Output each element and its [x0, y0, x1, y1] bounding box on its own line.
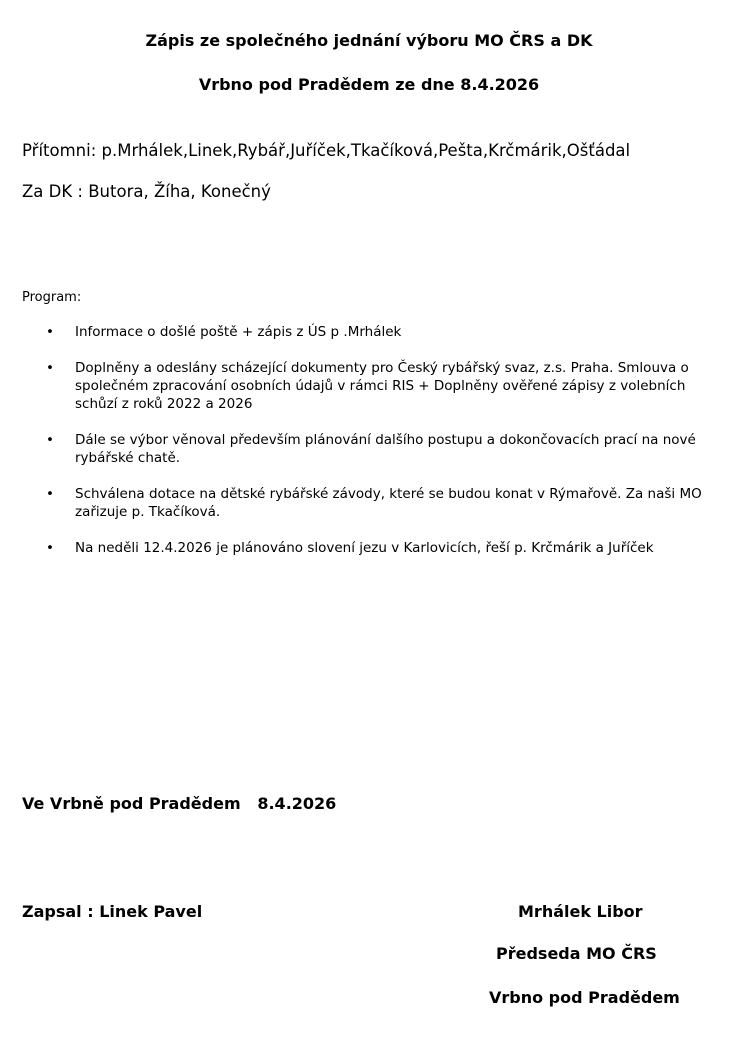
bullet-icon: •	[46, 486, 54, 502]
program-item-text: Dále se výbor věnoval především plánování dalšího postupu a dokončovacích prací na nové rybářské chatě.	[75, 432, 696, 466]
program-label: Program:	[22, 290, 82, 305]
program-item-text: Na neděli 12.4.2026 je plánováno slovení jezu v Karlovicích, řeší p. Krčmárik a Juříček	[75, 540, 654, 556]
attendees-present: Přítomni: p.Mrhálek,Linek,Rybář,Juříček,Tkačíková,Pešta,Krčmárik,Ošťádal	[22, 141, 631, 160]
signature-role: Předseda MO ČRS	[496, 944, 657, 963]
place-and-date: Ve Vrbně pod Pradědem 8.4.2026	[22, 794, 337, 813]
bullet-icon: •	[46, 360, 54, 376]
program-item	[0, 323, 738, 341]
program-item-text: Schválena dotace na dětské rybářské závody, které se budou konat v Rýmařově. Za naši MO zařizuje p. Tkačíková.	[75, 486, 702, 520]
attendees-dk: Za DK : Butora, Žíha, Konečný	[22, 182, 271, 201]
program-item	[0, 539, 738, 557]
bullet-icon: •	[46, 324, 54, 340]
program-item	[0, 485, 738, 521]
recorded-by: Zapsal : Linek Pavel	[22, 902, 203, 921]
signature-name: Mrhálek Libor	[518, 902, 643, 921]
document-title: Zápis ze společného jednání výboru MO ČRS a DK	[145, 31, 593, 50]
bullet-icon: •	[46, 432, 54, 448]
program-item	[0, 431, 738, 467]
document-subtitle: Vrbno pod Pradědem ze dne 8.4.2026	[198, 75, 540, 94]
signature-place: Vrbno pod Pradědem	[489, 988, 680, 1007]
program-item	[0, 359, 738, 413]
program-item-text: Doplněny a odeslány scházející dokumenty pro Český rybářský svaz, z.s. Praha. Smlouva o společném zpracování osobních údajů v rámci RIS + Doplněny ověřené zápisy z volebních schůzí z roků 2022 a 2026	[75, 360, 689, 412]
bullet-icon: •	[46, 540, 54, 556]
program-item-text: Informace o došlé poště + zápis z ÚS p .Mrhálek	[75, 324, 402, 340]
program-list	[0, 323, 738, 575]
